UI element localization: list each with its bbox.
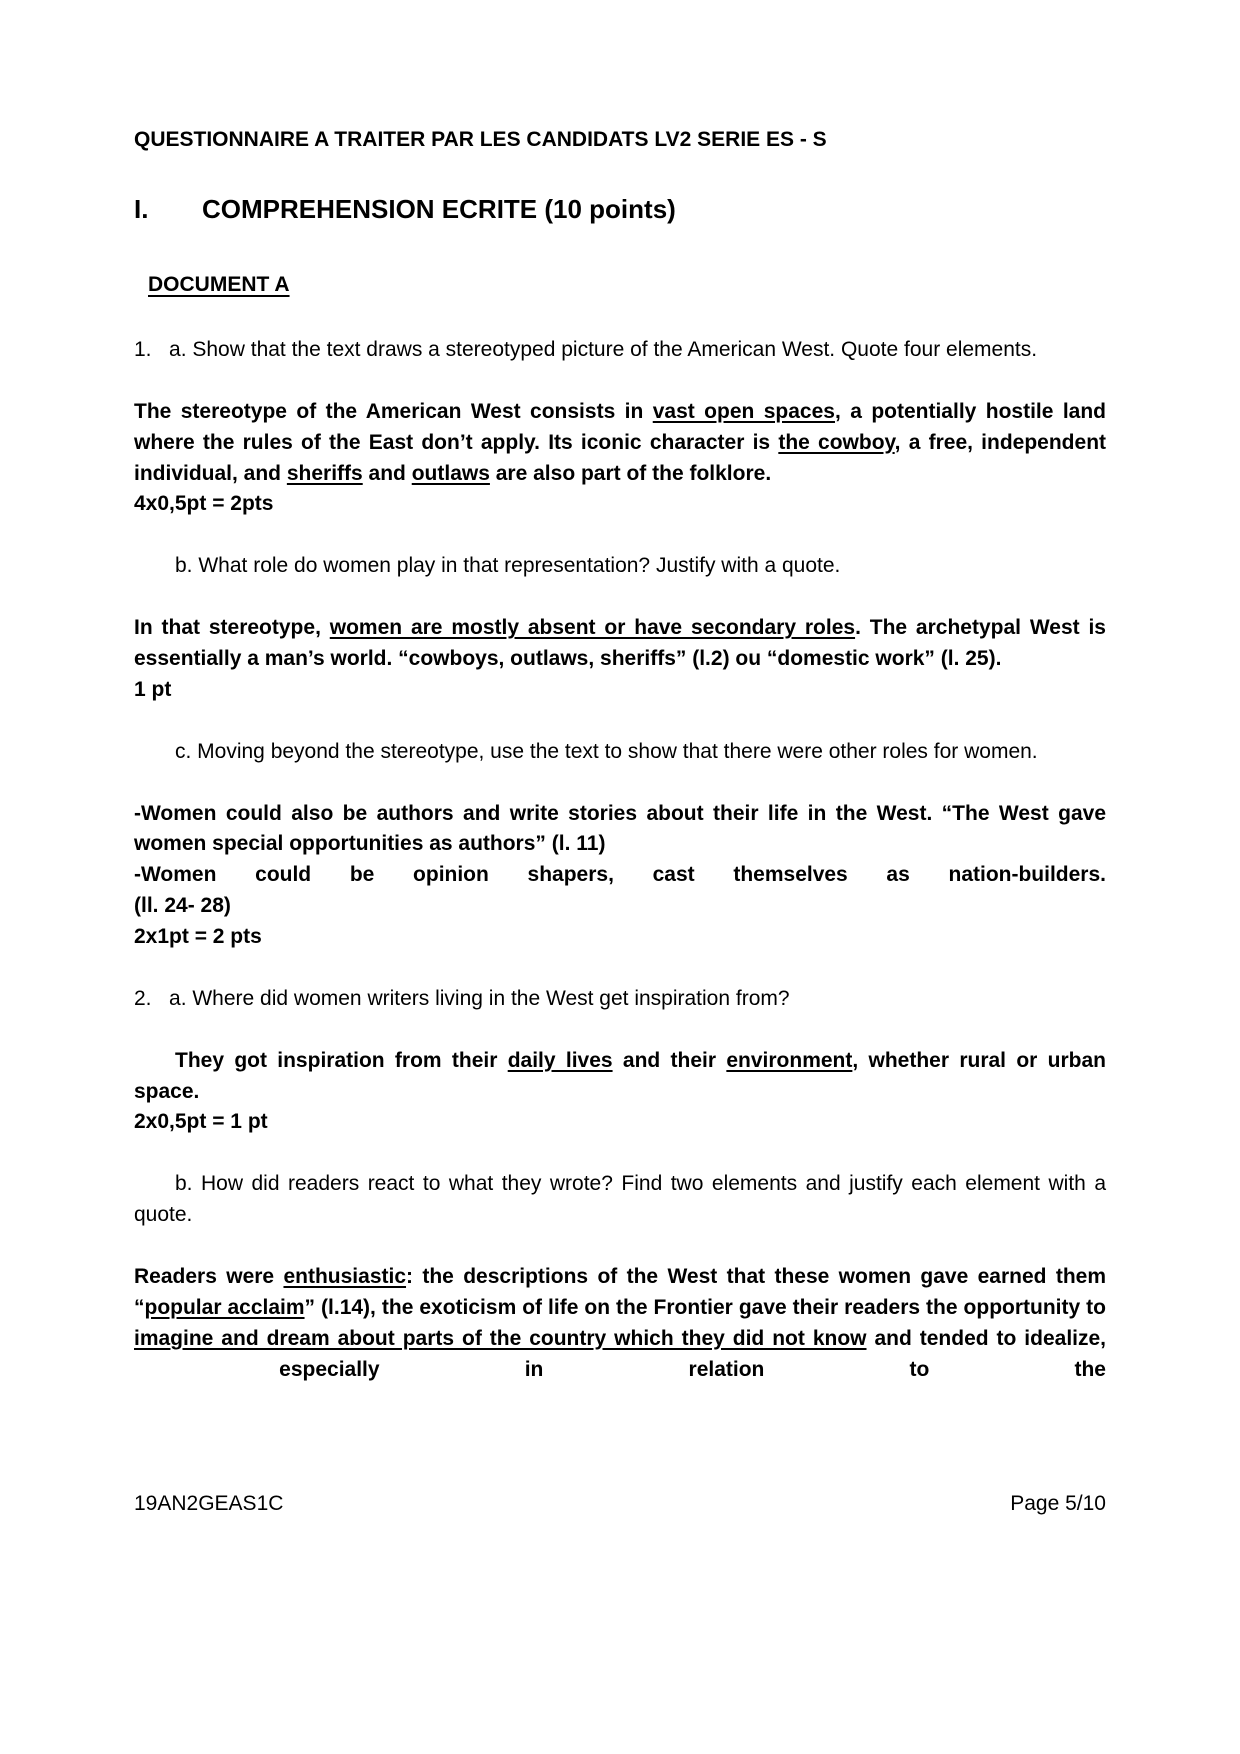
points-1b <box>134 675 1106 706</box>
text-segment: 1 pt <box>134 677 172 701</box>
text-segment: . The archetypal West is essentially a man’s world. “cowboys, outlaws, sheriffs” (l.2) ou “domestic work” (l. 25). <box>134 616 1106 671</box>
answer-1c-line1 <box>134 799 1106 861</box>
text-segment: 2x1pt = 2 pts <box>134 925 262 949</box>
points-1c <box>134 922 1106 953</box>
document-a-label: DOCUMENT A <box>148 273 290 296</box>
text-segment: are also part of the folklore. <box>489 461 772 485</box>
text-segment: sheriffs <box>286 461 363 485</box>
section-heading <box>134 194 1106 225</box>
text-segment: c. Moving beyond the stereotype, use the text to show that there were other roles for women. <box>175 739 1038 763</box>
text-segment: imagine and dream about parts of the country which they did not know <box>134 1326 867 1350</box>
text-segment: The stereotype of the American West consists in <box>134 399 653 423</box>
text-segment: and their <box>612 1048 727 1072</box>
footer-document-code: 19AN2GEAS1C <box>134 1492 284 1515</box>
text-segment: -Women could also be authors and write stories about their life in the West. “The West gave women special opportunities as authors” (l. 11) <box>134 801 1106 856</box>
text-segment: popular acclaim <box>144 1295 305 1319</box>
text-segment: enthusiastic <box>283 1265 407 1289</box>
points-1a <box>134 489 1106 520</box>
text-segment: : the descriptions of the West that these women gave earned them “ <box>134 1265 1106 1319</box>
answer-1c-ref <box>134 891 1106 922</box>
text-segment: and <box>362 461 412 485</box>
answer-2b <box>134 1262 1106 1385</box>
text-segment: environment <box>726 1048 853 1072</box>
header-title: QUESTIONNAIRE A TRAITER PAR LES CANDIDATS LV2 SERIE ES - S <box>134 128 827 151</box>
answer-1b <box>134 613 1106 675</box>
text-segment: daily lives <box>507 1048 613 1072</box>
text-segment: vast open spaces <box>652 399 835 423</box>
text-segment: and tended to idealize, especially in relation to the <box>134 1326 1107 1381</box>
question-2a <box>134 984 1106 1015</box>
text-segment: , whether rural or urban space. <box>134 1048 1106 1103</box>
text-segment: (ll. 24- 28) <box>134 894 231 918</box>
text-segment: women are mostly absent or have secondary roles <box>329 616 856 640</box>
answer-1c-line2 <box>134 860 1106 891</box>
footer-page-number: Page 5/10 <box>1010 1492 1106 1515</box>
text-segment: ” (l.14), the exoticism of life on the Frontier gave their readers the opportunity to <box>304 1295 1106 1319</box>
text-segment: the cowboy <box>778 430 895 454</box>
answer-2a <box>134 1046 1106 1108</box>
question-1b <box>175 551 1106 582</box>
text-segment: 2. a. Where did women writers living in the West get inspiration from? <box>134 986 790 1010</box>
text-segment: , a free, independent individual, and <box>134 430 1107 485</box>
section-number: I. <box>134 194 149 224</box>
answer-1a <box>134 397 1106 490</box>
text-segment: -Women could be opinion shapers, cast themselves as nation-builders. <box>134 863 1106 887</box>
text-segment: 4x0,5pt = 2pts <box>134 492 274 516</box>
text-segment: b. How did readers react to what they wrote? Find two elements and justify each element with a quote. <box>134 1172 1106 1227</box>
text-segment: 1. a. Show that the text draws a stereotyped picture of the American West. Quote four elements. <box>134 338 1038 361</box>
question-1a <box>134 335 1106 366</box>
text-segment: 2x0,5pt = 1 pt <box>134 1110 268 1134</box>
question-2b <box>134 1169 1106 1231</box>
text-segment: b. What role do women play in that representation? Justify with a quote. <box>175 554 841 578</box>
question-1c <box>175 737 1106 768</box>
text-segment: outlaws <box>411 461 490 485</box>
section-title: COMPREHENSION ECRITE (10 points) <box>202 194 676 224</box>
points-2a <box>134 1107 1106 1138</box>
text-segment: In that stereotype, <box>134 616 330 640</box>
page-footer <box>134 1492 1106 1516</box>
text-segment: They got inspiration from their <box>175 1048 508 1072</box>
text-segment: Readers were <box>134 1265 284 1289</box>
text-segment: , a potentially hostile land where the rules of the East don’t apply. Its iconic character is <box>134 399 1106 454</box>
